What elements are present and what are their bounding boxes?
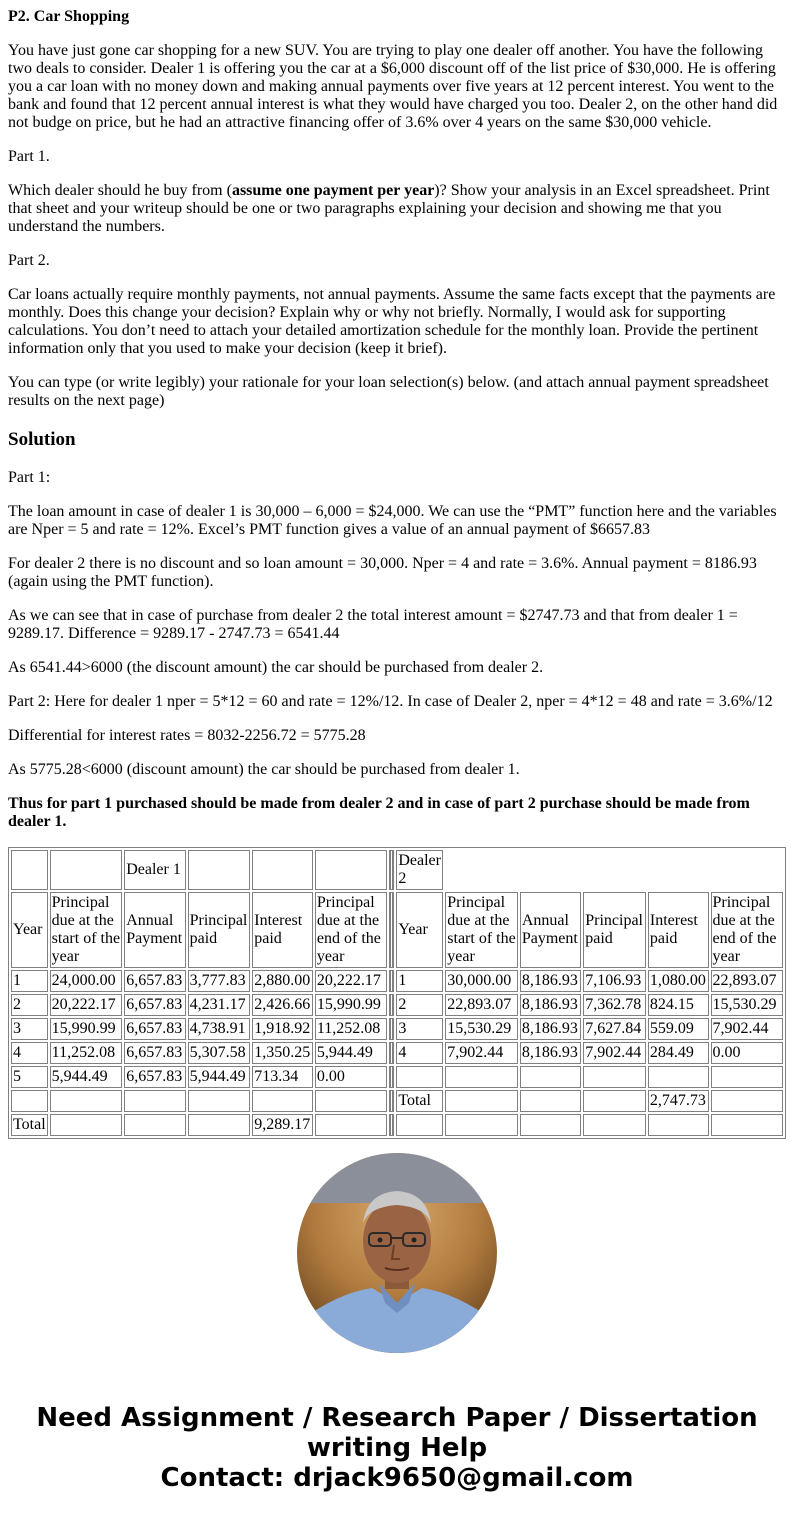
table-cell: 2,426.66 xyxy=(252,994,313,1016)
table-cell: 7,902.44 xyxy=(711,1018,783,1040)
problem-title: P2. Car Shopping xyxy=(8,8,130,25)
table-cell: 6,657.83 xyxy=(124,1018,185,1040)
table-cell: 8,186.93 xyxy=(520,1042,581,1064)
closing-instruction: You can type (or write legibly) your rationale for your loan selection(s) below. (and attach annual payment spreadsheet results on the next page) xyxy=(8,374,769,409)
table-cell: 24,000.00 xyxy=(50,970,123,992)
table-cell xyxy=(315,850,387,890)
table-cell: 4,738.91 xyxy=(188,1018,251,1040)
table-row xyxy=(11,1114,783,1136)
table-cell xyxy=(445,1090,518,1112)
table-column-header-row xyxy=(11,892,783,968)
table-cell: 6,657.83 xyxy=(124,994,185,1016)
table-cell: 8,186.93 xyxy=(520,970,581,992)
table-cell: 11,252.08 xyxy=(315,1018,387,1040)
table-cell: Total xyxy=(11,1114,48,1136)
table-cell xyxy=(648,1114,709,1136)
promo-contact[interactable]: Contact: drjack9650@gmail.com xyxy=(160,1463,634,1493)
d1-header-principal-paid: Principal paid xyxy=(188,892,251,968)
table-cell: 3 xyxy=(396,1018,443,1040)
table-cell xyxy=(50,1114,123,1136)
table-cell xyxy=(711,1114,783,1136)
table-cell: 15,530.29 xyxy=(711,994,783,1016)
table-row xyxy=(11,994,783,1016)
table-cell: 4 xyxy=(396,1042,443,1064)
part1-question-emphasis: assume one payment per year xyxy=(231,182,435,199)
table-cell: 1 xyxy=(11,970,48,992)
table-cell xyxy=(445,1114,518,1136)
table-cell xyxy=(583,1066,646,1088)
table-cell: 2,880.00 xyxy=(252,970,313,992)
table-cell: 5,944.49 xyxy=(188,1066,251,1088)
promo-line-1: Need Assignment / Research Paper / Dissertation xyxy=(36,1403,758,1433)
d1-header-interest-paid: Interest paid xyxy=(252,892,313,968)
d2-header-interest-paid: Interest paid xyxy=(648,892,709,968)
solution-part2-setup: Part 2: Here for dealer 1 nper = 5*12 = 60 and rate = 12%/12. In case of Dealer 2, nper = 4*12 = 48 and rate = 3.6%/12 xyxy=(8,693,773,710)
table-separator xyxy=(389,850,394,890)
solution-interest-difference: As we can see that in case of purchase from dealer 2 the total interest amount = $2747.73 and that from dealer 1 = 9289.17. Difference = 9289.17 - 2747.73 = 6541.44 xyxy=(8,607,738,642)
table-cell xyxy=(396,1114,443,1136)
table-cell xyxy=(188,1114,251,1136)
table-row xyxy=(11,970,783,992)
table-row xyxy=(11,1090,783,1112)
table-separator xyxy=(389,1042,394,1064)
table-cell: 2,747.73 xyxy=(648,1090,709,1112)
table-separator xyxy=(389,970,394,992)
portrait-image xyxy=(297,1153,497,1353)
table-cell: 1,918.92 xyxy=(252,1018,313,1040)
table-cell: 9,289.17 xyxy=(252,1114,313,1136)
table-cell xyxy=(315,1090,387,1112)
table-cell: 20,222.17 xyxy=(50,994,123,1016)
table-cell: 5,944.49 xyxy=(50,1066,123,1088)
table-cell: 5 xyxy=(11,1066,48,1088)
table-cell xyxy=(188,1090,251,1112)
table-cell xyxy=(711,1090,783,1112)
table-row xyxy=(11,1066,783,1088)
table-cell xyxy=(520,1066,581,1088)
table-cell: 2 xyxy=(396,994,443,1016)
table-cell xyxy=(648,1066,709,1088)
table-row xyxy=(11,1042,783,1064)
solution-part1-decision: As 6541.44>6000 (the discount amount) the car should be purchased from dealer 2. xyxy=(8,659,544,676)
table-cell: 1,080.00 xyxy=(648,970,709,992)
solution-part1-label: Part 1: xyxy=(8,469,51,486)
table-cell xyxy=(50,850,123,890)
table-cell: 15,530.29 xyxy=(445,1018,518,1040)
part1-question xyxy=(8,182,786,236)
solution-heading: Solution xyxy=(8,429,76,450)
table-cell: 559.09 xyxy=(648,1018,709,1040)
table-cell: 0.00 xyxy=(711,1042,783,1064)
table-separator xyxy=(389,1018,394,1040)
table-cell xyxy=(445,1066,518,1088)
d2-header-annual-payment: Annual Payment xyxy=(520,892,581,968)
table-cell: 7,627.84 xyxy=(583,1018,646,1040)
table-separator xyxy=(389,1090,394,1112)
part1-question-text: Which dealer should he buy from ( xyxy=(8,182,232,199)
table-separator xyxy=(389,892,394,968)
d2-header-year: Year xyxy=(396,892,443,968)
solution-dealer1-loan: The loan amount in case of dealer 1 is 30,000 – 6,000 = $24,000. We can use the “PMT” function here and the variables are Nper = 5 and rate = 12%. Excel’s PMT function gives a value of an annual payment of $6657.83 xyxy=(8,503,777,538)
table-cell: 11,252.08 xyxy=(50,1042,123,1064)
table-cell xyxy=(11,1090,48,1112)
table-cell xyxy=(520,1090,581,1112)
table-cell: 5,307.58 xyxy=(188,1042,251,1064)
d1-header-year: Year xyxy=(11,892,48,968)
table-cell: 22,893.07 xyxy=(711,970,783,992)
table-row xyxy=(11,1018,783,1040)
table-cell: 713.34 xyxy=(252,1066,313,1088)
table-cell: 3,777.83 xyxy=(188,970,251,992)
table-cell: 5,944.49 xyxy=(315,1042,387,1064)
problem-intro: You have just gone car shopping for a new SUV. You are trying to play one dealer off another. You have the following two deals to consider. Dealer 1 is offering you the car at a $6,000 discount off of the list price of $30,000. He is offering you a car loan with no money down and making annual payments over five years at 12 percent interest. You went to the bank and found that 12 percent annual interest is what they would have charged you too. Dealer 2, on the other hand did not budge on price, but he had an attractive financing offer of 3.6% over 4 years on the same $30,000 vehicle. xyxy=(8,42,778,131)
table-cell: Total xyxy=(396,1090,443,1112)
table-cell: 30,000.00 xyxy=(445,970,518,992)
table-cell xyxy=(583,1090,646,1112)
table-cell: 1 xyxy=(396,970,443,992)
table-cell: 20,222.17 xyxy=(315,970,387,992)
part1-heading: Part 1. xyxy=(8,148,50,165)
solution-dealer2-loan: For dealer 2 there is no discount and so loan amount = 30,000. Nper = 4 and rate = 3.6%. Annual payment = 8186.93 (again using the PMT function). xyxy=(8,555,757,590)
table-cell xyxy=(252,1090,313,1112)
d1-header-start-principal: Principal due at the start of the year xyxy=(50,892,123,968)
table-cell: 284.49 xyxy=(648,1042,709,1064)
table-cell xyxy=(396,1066,443,1088)
solution-part2-differential: Differential for interest rates = 8032-2256.72 = 5775.28 xyxy=(8,727,366,744)
table-cell: 2 xyxy=(11,994,48,1016)
table-cell: 8,186.93 xyxy=(520,1018,581,1040)
solution-part2-decision: As 5775.28<6000 (discount amount) the car should be purchased from dealer 1. xyxy=(8,761,520,778)
table-dealer-header-row xyxy=(11,850,783,890)
amortization-table xyxy=(8,847,786,1139)
table-cell: 3 xyxy=(11,1018,48,1040)
table-body xyxy=(11,970,783,1136)
table-cell: 4,231.17 xyxy=(188,994,251,1016)
table-cell xyxy=(520,1114,581,1136)
d2-header-end-principal: Principal due at the end of the year xyxy=(711,892,783,968)
table-cell: 15,990.99 xyxy=(50,1018,123,1040)
author-photo xyxy=(297,1153,497,1353)
table-cell: 7,362.78 xyxy=(583,994,646,1016)
promo-line-2: writing Help xyxy=(306,1433,488,1463)
table-cell xyxy=(252,850,313,890)
table-cell: 22,893.07 xyxy=(445,994,518,1016)
d1-header-end-principal: Principal due at the end of the year xyxy=(315,892,387,968)
solution-conclusion: Thus for part 1 purchased should be made from dealer 2 and in case of part 2 purchase should be made from dealer 1. xyxy=(8,795,750,830)
table-cell: 6,657.83 xyxy=(124,1042,185,1064)
table-cell: 7,106.93 xyxy=(583,970,646,992)
table-cell xyxy=(124,1114,185,1136)
d2-header-principal-paid: Principal paid xyxy=(583,892,646,968)
table-cell: 7,902.44 xyxy=(583,1042,646,1064)
table-cell: 1,350.25 xyxy=(252,1042,313,1064)
table-cell xyxy=(124,1090,185,1112)
table-cell xyxy=(188,850,251,890)
dealer1-label: Dealer 1 xyxy=(124,850,185,890)
d2-header-start-principal: Principal due at the start of the year xyxy=(445,892,518,968)
table-cell: 6,657.83 xyxy=(124,970,185,992)
table-separator xyxy=(389,994,394,1016)
table-cell: 824.15 xyxy=(648,994,709,1016)
d1-header-annual-payment: Annual Payment xyxy=(124,892,185,968)
table-cell xyxy=(711,1066,783,1088)
table-cell: 4 xyxy=(11,1042,48,1064)
table-cell: 0.00 xyxy=(315,1066,387,1088)
table-separator xyxy=(389,1114,394,1136)
table-cell: 7,902.44 xyxy=(445,1042,518,1064)
promo-banner xyxy=(0,1403,794,1493)
part1-question-text-end: )? Show your analysis in an Excel spreadsheet. Print that sheet and your writeup should be one or two paragraphs explaining your decision and showing me that you understand the numbers. xyxy=(8,182,770,235)
table-cell: 8,186.93 xyxy=(520,994,581,1016)
table-cell xyxy=(315,1114,387,1136)
dealer2-label: Dealer 2 xyxy=(396,850,443,890)
table-cell xyxy=(583,1114,646,1136)
table-cell: 6,657.83 xyxy=(124,1066,185,1088)
part2-heading: Part 2. xyxy=(8,252,50,269)
table-separator xyxy=(389,1066,394,1088)
table-blank xyxy=(445,850,783,890)
table-cell: 15,990.99 xyxy=(315,994,387,1016)
table-cell xyxy=(11,850,48,890)
table-cell xyxy=(50,1090,123,1112)
part2-question: Car loans actually require monthly payments, not annual payments. Assume the same facts except that the payments are monthly. Does this change your decision? Explain why or why not briefly. Normally, I would ask for supporting calculations. You don’t need to attach your detailed amortization schedule for the monthly loan. Provide the pertinent information only that you used to make your decision (keep it brief). xyxy=(8,286,776,357)
